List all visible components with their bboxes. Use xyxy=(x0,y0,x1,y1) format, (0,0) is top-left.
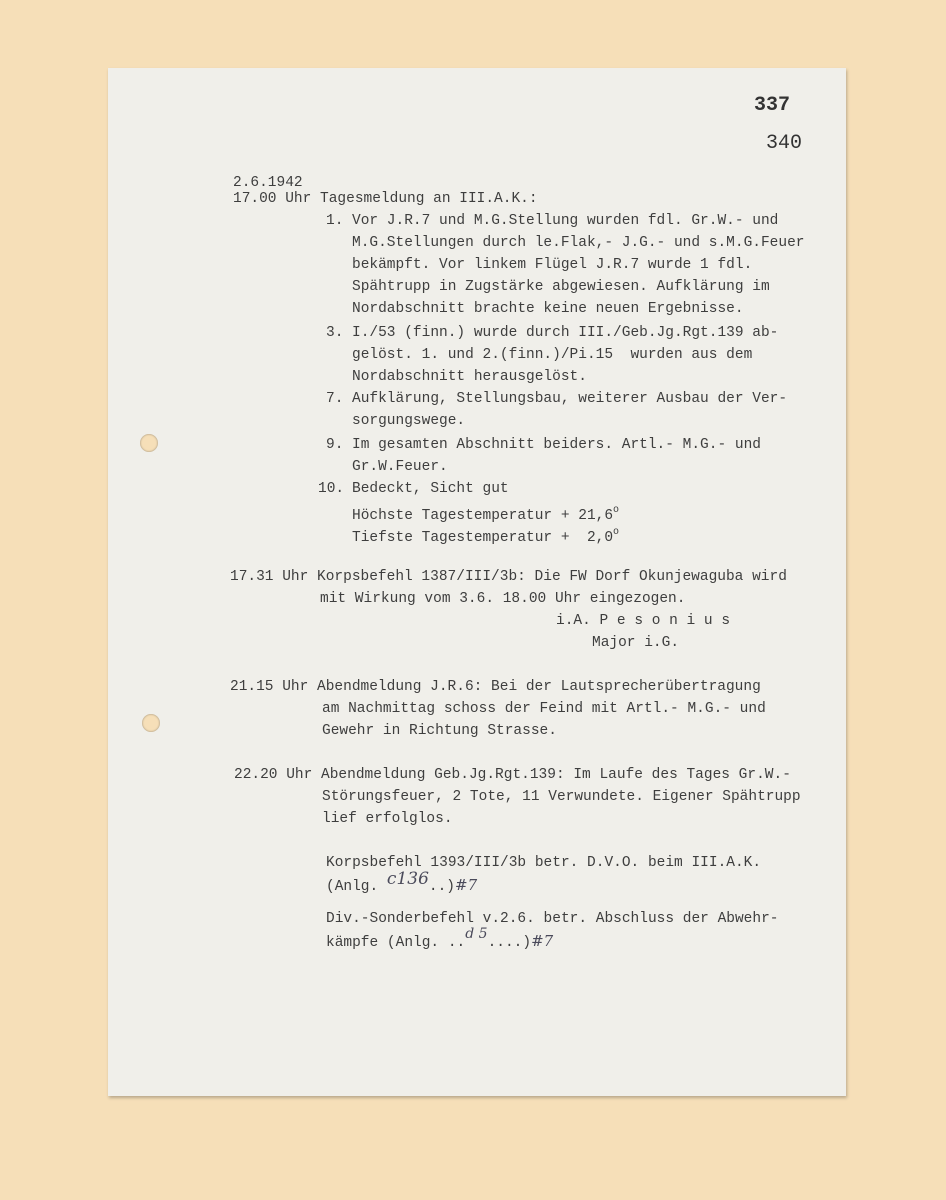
item-number: 3. xyxy=(326,325,344,341)
handwritten-annex-number: c136 xyxy=(386,869,429,889)
max-temperature: Höchste Tagestemperatur + 21,6 xyxy=(352,508,614,524)
degree-sign: o xyxy=(613,527,620,538)
attachment-ref xyxy=(326,926,554,954)
item-line: bekämpft. Vor linkem Flügel J.R.7 wurde 1 fdl. xyxy=(352,257,753,273)
item-number: 1. xyxy=(326,213,344,229)
entry-line: mit Wirkung vom 3.6. 18.00 Uhr eingezogen. xyxy=(320,591,686,607)
item-number: 9. xyxy=(326,437,344,453)
item-line: Vor J.R.7 und M.G.Stellung wurden fdl. Gr.W.- und xyxy=(352,213,779,229)
item-line: gelöst. 1. und 2.(finn.)/Pi.15 wurden aus dem xyxy=(352,347,753,363)
attachment-prefix: kämpfe (Anlg. .. xyxy=(326,935,466,951)
attachment-line: Div.-Sonderbefehl v.2.6. betr. Abschluss der Abwehr- xyxy=(326,911,779,927)
item-line: Nordabschnitt herausgelöst. xyxy=(352,369,587,385)
item-line: Aufklärung, Stellungsbau, weiterer Ausbau der Ver- xyxy=(352,391,788,407)
min-temperature: Tiefste Tagestemperatur + 2,0 xyxy=(352,530,614,546)
handwritten-annex-number: d 5 xyxy=(465,926,488,942)
attachment-ref xyxy=(326,869,478,898)
report-title: 17.00 Uhr Tagesmeldung an III.A.K.: xyxy=(233,191,538,207)
signature-name: i.A. P e s o n i u s xyxy=(556,613,731,629)
item-line: M.G.Stellungen durch le.Flak,- J.G.- und s.M.G.Feuer xyxy=(352,235,805,251)
attachment-prefix: (Anlg. xyxy=(326,879,387,895)
entry-line: 17.31 Uhr Korpsbefehl 1387/III/3b: Die FW Dorf Okunjewaguba wird xyxy=(230,569,787,585)
entry-line: 22.20 Uhr Abendmeldung Geb.Jg.Rgt.139: Im Laufe des Tages Gr.W.- xyxy=(234,767,791,783)
item-line: Spähtrupp in Zugstärke abgewiesen. Aufklärung im xyxy=(352,279,770,295)
report-date: 2.6.1942 xyxy=(233,175,303,191)
page-number-typed: 340 xyxy=(766,132,803,155)
item-line: Gr.W.Feuer. xyxy=(352,459,448,475)
entry-line: Störungsfeuer, 2 Tote, 11 Verwundete. Eigener Spähtrupp xyxy=(322,789,801,805)
attachment-line: Korpsbefehl 1393/III/3b betr. D.V.O. beim III.A.K. xyxy=(326,855,762,871)
attachment-suffix: ....) xyxy=(487,935,532,951)
item-line: Bedeckt, Sicht gut xyxy=(352,481,509,497)
item-line: sorgungswege. xyxy=(352,413,466,429)
page-number-stamp: 337 xyxy=(754,94,791,117)
punch-hole-top xyxy=(140,434,158,452)
entry-line: Gewehr in Richtung Strasse. xyxy=(322,723,557,739)
degree-sign: o xyxy=(613,505,620,516)
item-number: 10. xyxy=(318,481,345,497)
temperature-line xyxy=(352,522,619,549)
handwritten-mark: #7 xyxy=(531,932,554,950)
item-line: Nordabschnitt brachte keine neuen Ergebnisse. xyxy=(352,301,744,317)
handwritten-mark: #7 xyxy=(455,876,478,894)
item-number: 7. xyxy=(326,391,344,407)
attachment-suffix: ..) xyxy=(428,879,455,895)
signature-rank: Major i.G. xyxy=(592,635,680,651)
entry-line: lief erfolglos. xyxy=(322,811,453,827)
entry-line: am Nachmittag schoss der Feind mit Artl.- M.G.- und xyxy=(322,701,766,717)
item-line: I./53 (finn.) wurde durch III./Geb.Jg.Rgt.139 ab- xyxy=(352,325,779,341)
punch-hole-bottom xyxy=(142,714,160,732)
document-page xyxy=(108,68,846,1096)
item-line: Im gesamten Abschnitt beiders. Artl.- M.G.- und xyxy=(352,437,761,453)
entry-line: 21.15 Uhr Abendmeldung J.R.6: Bei der Lautsprecherübertragung xyxy=(230,679,761,695)
